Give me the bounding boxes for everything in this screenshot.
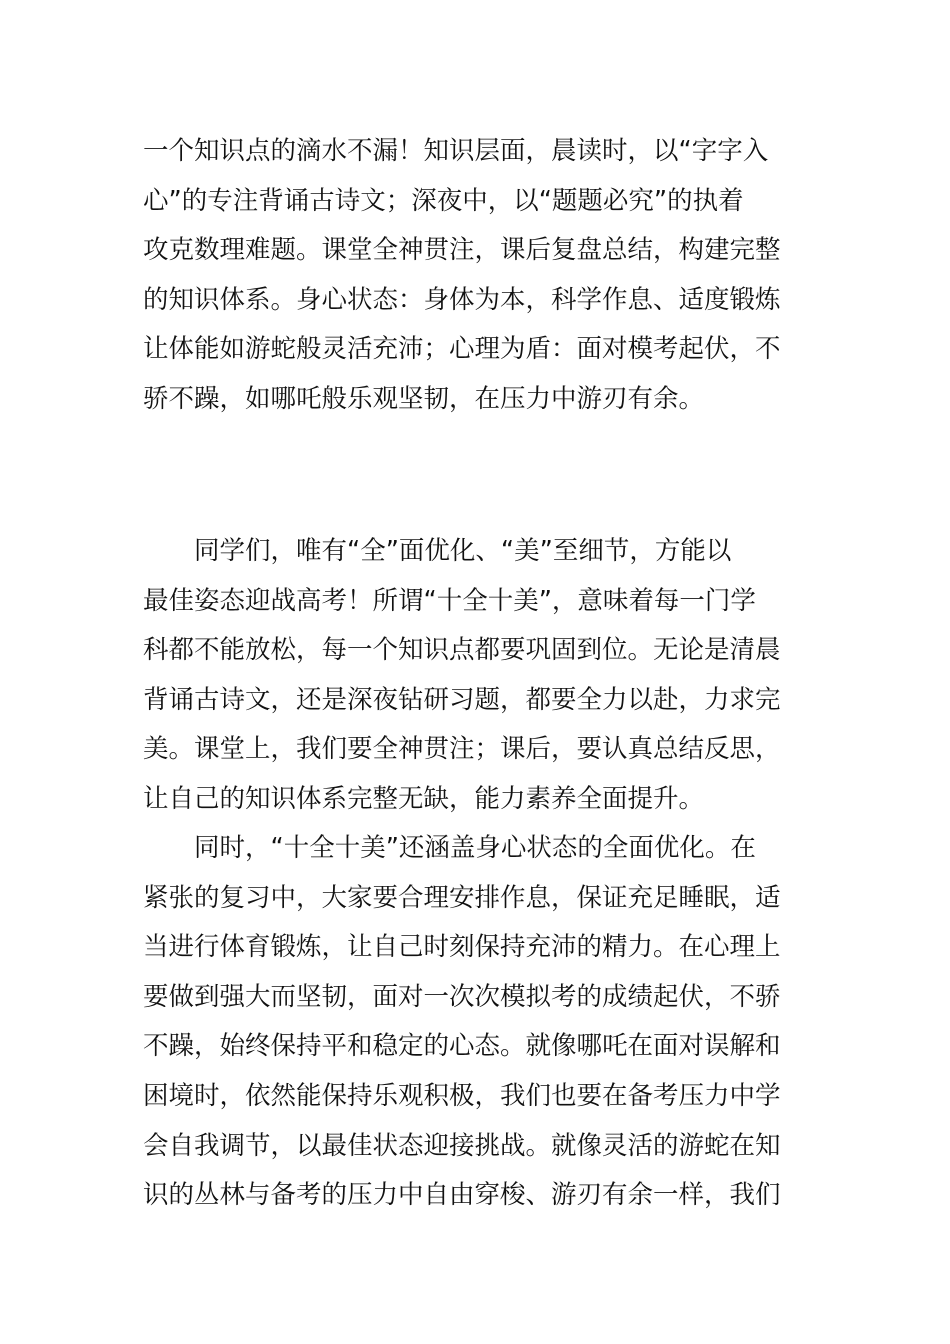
text-line: 最佳姿态迎战高考！所谓“十全十美”，意味着每一门学	[143, 585, 756, 616]
text-line: 要做到强大而坚韧，面对一次次模拟考的成绩起伏，不骄	[143, 981, 781, 1012]
text-line: 攻克数理难题。课堂全神贯注，课后复盘总结，构建完整	[143, 235, 781, 266]
text-line: 背诵古诗文，还是深夜钻研习题，都要全力以赴，力求完	[143, 684, 781, 715]
text-line: 骄不躁，如哪吒般乐观坚韧，在压力中游刃有余。	[143, 383, 705, 414]
text-line: 同时，“十全十美”还涵盖身心状态的全面优化。在	[143, 833, 756, 863]
text-line: 的知识体系。身心状态：身体为本，科学作息、适度锻炼	[143, 284, 781, 315]
text-line: 会自我调节，以最佳状态迎接挑战。就像灵活的游蛇在知	[143, 1130, 781, 1161]
paragraph-2	[143, 527, 813, 825]
text-line: 困境时，依然能保持乐观积极，我们也要在备考压力中学	[143, 1080, 781, 1111]
text-line: 让体能如游蛇般灵活充沛；心理为盾：面对模考起伏，不	[143, 334, 781, 365]
text-line: 科都不能放松，每一个知识点都要巩固到位。无论是清晨	[143, 635, 781, 666]
text-line: 美。课堂上，我们要全神贯注；课后，要认真总结反思，	[143, 734, 781, 765]
text-line: 一个知识点的滴水不漏！知识层面，晨读时，以“字字入	[143, 136, 769, 166]
paragraph-1	[143, 127, 813, 425]
text-line: 同学们，唯有“全”面优化、“美”至细节，方能以	[143, 536, 732, 566]
text-line: 紧张的复习中，大家要合理安排作息，保证充足睡眠，适	[143, 882, 781, 913]
text-line: 心”的专注背诵古诗文；深夜中，以“题题必究”的执着	[143, 185, 744, 216]
paragraph-3	[143, 824, 813, 1221]
text-line: 识的丛林与备考的压力中自由穿梭、游刃有余一样，我们	[143, 1180, 781, 1211]
text-line: 让自己的知识体系完整无缺，能力素养全面提升。	[143, 783, 705, 814]
text-line: 当进行体育锻炼，让自己时刻保持充沛的精力。在心理上	[143, 932, 781, 963]
text-line: 不躁，始终保持平和稳定的心态。就像哪吒在面对误解和	[143, 1031, 781, 1062]
